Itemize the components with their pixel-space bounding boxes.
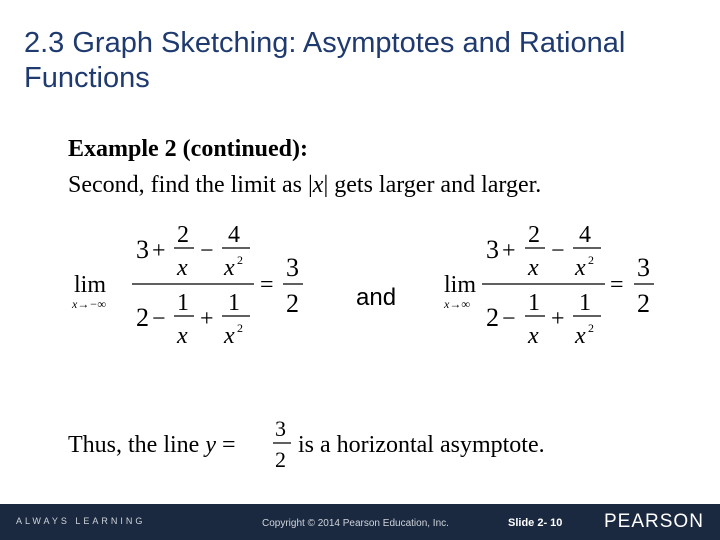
asymptote-denominator: 2 bbox=[275, 447, 286, 472]
term-4-over-x2-num: 4 bbox=[579, 222, 591, 248]
abs-right-bar: | bbox=[323, 172, 329, 198]
numerator-plus: + bbox=[152, 238, 166, 264]
result-denominator: 2 bbox=[637, 289, 650, 318]
pearson-logo: PEARSON bbox=[604, 511, 704, 532]
intro-variable: x bbox=[312, 172, 324, 198]
term-1-over-x-den: x bbox=[528, 323, 539, 349]
term-4-over-x2-den-var: x bbox=[224, 255, 235, 281]
term-1-over-x2-den-exp: 2 bbox=[237, 321, 243, 335]
numerator-minus: − bbox=[551, 238, 565, 264]
term-1-over-x2-num: 1 bbox=[228, 290, 240, 316]
footer-copyright: Copyright © 2014 Pearson Education, Inc. bbox=[262, 518, 449, 529]
footer-bar bbox=[0, 504, 720, 540]
slide-number: Slide 2- 10 bbox=[508, 517, 563, 529]
result-numerator: 3 bbox=[637, 253, 650, 282]
limit-positive-infinity bbox=[442, 216, 692, 356]
connector-and: and bbox=[356, 284, 397, 311]
conclusion-text-before: Thus, the line bbox=[68, 432, 206, 458]
term-4-over-x2-den-exp: 2 bbox=[588, 253, 594, 267]
denominator-plus: + bbox=[200, 306, 214, 332]
term-4-over-x2-num: 4 bbox=[228, 222, 240, 248]
numerator-constant: 3 bbox=[486, 235, 499, 264]
term-1-over-x-den: x bbox=[177, 323, 188, 349]
slide-title: 2.3 Graph Sketching: Asymptotes and Rational Functions bbox=[24, 27, 626, 94]
conclusion-tail bbox=[298, 432, 545, 459]
term-1-over-x2-den-var: x bbox=[224, 323, 235, 349]
term-2-over-x-num: 2 bbox=[177, 222, 189, 248]
conclusion-text-after: is a horizontal asymptote. bbox=[298, 432, 545, 458]
term-1-over-x-num: 1 bbox=[177, 290, 189, 316]
result-denominator: 2 bbox=[286, 289, 299, 318]
denominator-minus: − bbox=[502, 306, 516, 332]
intro-text-before: Second, find the limit as bbox=[68, 172, 308, 198]
abs-left-bar: | bbox=[307, 172, 313, 198]
example-heading: Example 2 (continued): bbox=[68, 136, 308, 162]
denominator-minus: − bbox=[152, 306, 166, 332]
equals-sign: = bbox=[610, 272, 624, 298]
conclusion-equals: = bbox=[215, 432, 236, 458]
asymptote-fraction bbox=[270, 414, 294, 472]
limit-negative-infinity bbox=[70, 216, 320, 356]
term-2-over-x-den: x bbox=[177, 255, 188, 281]
intro-sentence bbox=[68, 172, 541, 199]
term-1-over-x2-den-exp: 2 bbox=[588, 321, 594, 335]
result-numerator: 3 bbox=[286, 253, 299, 282]
conclusion-variable: y bbox=[205, 432, 216, 458]
equals-sign: = bbox=[260, 272, 274, 298]
term-1-over-x2-num: 1 bbox=[579, 290, 591, 316]
term-4-over-x2-den-var: x bbox=[575, 255, 586, 281]
lim-word: lim bbox=[74, 272, 107, 298]
lim-subscript: x→∞ bbox=[444, 297, 470, 311]
numerator-minus: − bbox=[200, 238, 214, 264]
intro-text-after: gets larger and larger. bbox=[328, 172, 542, 198]
footer-tagline: ALWAYS LEARNING bbox=[16, 516, 146, 526]
term-1-over-x2-den-var: x bbox=[575, 323, 586, 349]
conclusion-sentence bbox=[68, 432, 236, 459]
lim-subscript: x→−∞ bbox=[72, 297, 106, 311]
term-1-over-x-num: 1 bbox=[528, 290, 540, 316]
numerator-plus: + bbox=[502, 238, 516, 264]
denominator-constant: 2 bbox=[486, 303, 499, 332]
denominator-constant: 2 bbox=[136, 303, 149, 332]
lim-word: lim bbox=[444, 272, 477, 298]
term-4-over-x2-den-exp: 2 bbox=[237, 253, 243, 267]
denominator-plus: + bbox=[551, 306, 565, 332]
numerator-constant: 3 bbox=[136, 235, 149, 264]
asymptote-numerator: 3 bbox=[275, 416, 286, 441]
term-2-over-x-den: x bbox=[528, 255, 539, 281]
term-2-over-x-num: 2 bbox=[528, 222, 540, 248]
